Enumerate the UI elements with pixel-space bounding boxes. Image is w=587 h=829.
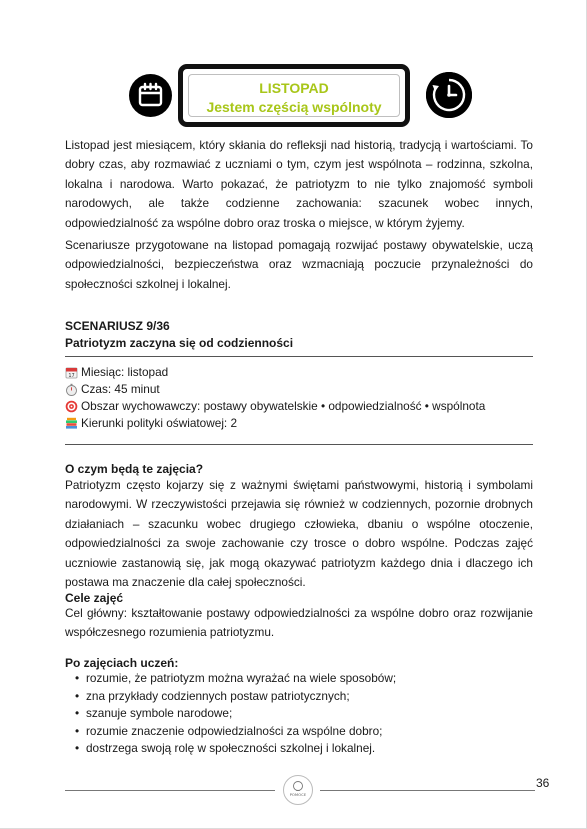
- list-item: • rozumie, że patriotyzm można wyrażać na wiele sposobów;: [75, 670, 396, 688]
- meta-month: 17 Miesiąc: listopad: [65, 364, 485, 381]
- about-heading: O czym będą te zajęcia?: [65, 462, 204, 476]
- scenario-number: SCENARIUSZ 9/36: [65, 319, 170, 333]
- list-item: • szanuje symbole narodowe;: [75, 705, 396, 723]
- page-subtitle: Jestem częścią wspólnoty: [206, 99, 382, 115]
- divider: [65, 356, 533, 357]
- divider: [65, 444, 533, 445]
- about-text: Patriotyzm często kojarzy się z ważnymi świętami państwowymi, historią i symbolami narodowymi. W rzeczywistości przejawia się również w codziennych, pozornie drobnych działaniach – szacunku wobec drugiego człowieka, dbaniu o wspólne otoczenie, odpowiedzialności za swoje zachowanie czy trosce o dobro wspólne. Podczas zajęć uczniowie zastanowią się, jak mogą okazywać patriotyzm każdego dnia i dlaczego ich postawa ma znaczenie dla całej społeczności.: [65, 478, 533, 590]
- intro-paragraph-1: Listopad jest miesiącem, który skłania do refleksji nad historią, tradycją i wartościami. To dobry czas, aby rozmawiać z uczniami o tym, czym jest wspólnota – rodzinna, szkolna, lokalna i narodowa. Warto pokazać, że patriotyzm to nie tylko znajomość symboli narodowych, ale także codzienne zachowania: szacunek wobec innych, odpowiedzialność za wspólne dobro oraz troska o miejsce, w którym żyjemy.: [65, 138, 533, 230]
- svg-text:17: 17: [68, 373, 75, 379]
- scenario-title: Patriotyzm zaczyna się od codzienności: [65, 336, 294, 350]
- stopwatch-emoji-icon: [65, 383, 78, 396]
- list-item: • rozumie znaczenie odpowiedzialności za wspólne dobro;: [75, 723, 396, 741]
- logo-text: POMOCE: [289, 793, 307, 797]
- scenario-meta: [65, 364, 485, 432]
- calendar-emoji-icon: [65, 366, 78, 379]
- intro-paragraph-2: Scenariusze przygotowane na listopad pomagają rozwijać postawy obywatelskie, uczą odpowiedzialności, bezpieczeństwa oraz wzmacniają poczucie przynależności do społeczności szkolnej i lokalnej.: [65, 238, 533, 291]
- target-emoji-icon: [65, 400, 78, 413]
- list-item: • zna przykłady codziennych postaw patriotycznych;: [75, 688, 396, 706]
- meta-time: Czas: 45 minut: [65, 381, 485, 398]
- footer-line-left: [65, 790, 275, 791]
- stopwatch-icon: [426, 72, 472, 118]
- goals-text: Cel główny: kształtowanie postawy odpowiedzialności za wspólne dobro oraz rozwijanie współczesnego rozumienia patriotyzmu.: [65, 606, 533, 640]
- meta-area: Obszar wychowawczy: postawy obywatelskie • odpowiedzialność • wspólnota: [65, 398, 485, 415]
- page-number: 36: [536, 776, 550, 790]
- list-item: • dostrzega swoją rolę w społeczności szkolnej i lokalnej.: [75, 740, 396, 758]
- calendar-icon: [129, 74, 172, 117]
- goals-heading: Cele zajęć: [65, 591, 124, 605]
- outcomes-list: [75, 670, 396, 758]
- publisher-logo: [283, 775, 313, 805]
- outcomes-heading: Po zajęciach uczeń:: [65, 656, 179, 670]
- title-box: [178, 64, 410, 127]
- month-title: LISTOPAD: [259, 80, 329, 96]
- footer-line-right: [320, 790, 535, 791]
- meta-policy: Kierunki polityki oświatowej: 2: [65, 415, 485, 432]
- books-emoji-icon: [65, 417, 78, 430]
